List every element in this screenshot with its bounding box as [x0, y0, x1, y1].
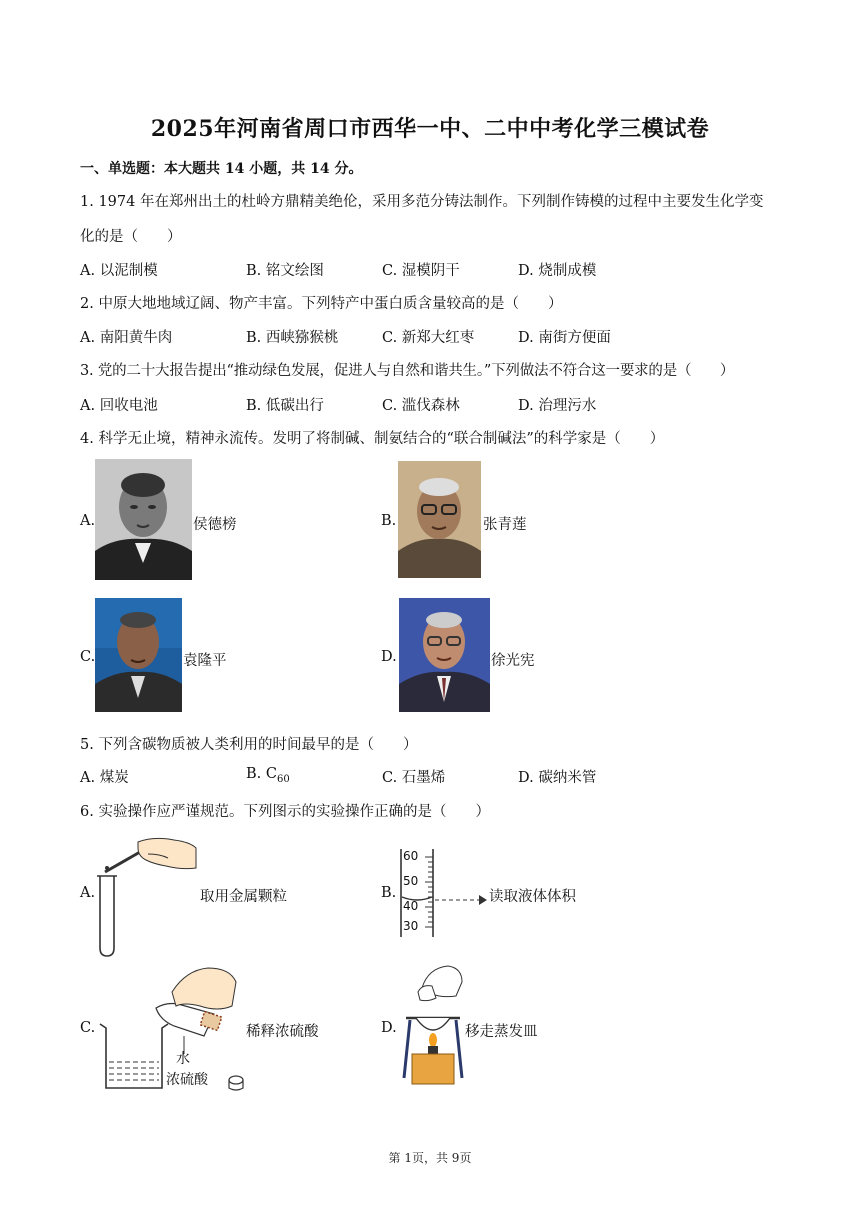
- q4-option-b-letter: B.: [381, 513, 397, 529]
- q1-option-d: D. 烧制成模: [518, 263, 597, 279]
- q4-option-a-letter: A.: [80, 513, 96, 529]
- q4-option-d-name: 徐光宪: [491, 653, 535, 669]
- q4-option-c-name: 袁隆平: [183, 653, 227, 669]
- question-5: 5. 下列含碳物质被人类利用的时间最早的是（ ）: [80, 737, 418, 753]
- q3-option-c: C. 滥伐森林: [382, 398, 460, 414]
- q3-option-a: A. 回收电池: [80, 398, 158, 414]
- cylinder-tick-50: 50: [403, 874, 419, 888]
- acid-label: 浓硫酸: [166, 1072, 208, 1088]
- section-heading: 一、单选题：本大题共 14 小题，共 14 分。: [80, 161, 363, 177]
- q6-option-b-caption: 读取液体体积: [489, 889, 576, 905]
- question-3: 3. 党的二十大报告提出“推动绿色发展，促进人与自然和谐共生。”下列做法不符合这一要求的是（ ）: [80, 363, 735, 379]
- q2-option-c: C. 新郑大红枣: [382, 330, 475, 346]
- question-1-line-2: 化的是（ ）: [80, 229, 182, 245]
- q5-option-b-subscript: 60: [276, 773, 290, 785]
- q6-option-b-letter: B.: [381, 885, 397, 901]
- q1-option-b: B. 铭文绘图: [246, 263, 324, 279]
- q5-option-a: A. 煤炭: [80, 770, 129, 786]
- q2-option-a: A. 南阳黄牛肉: [80, 330, 173, 346]
- portrait-photo-c: [95, 598, 182, 712]
- q4-option-d-letter: D.: [381, 649, 397, 665]
- q2-option-d: D. 南街方便面: [518, 330, 611, 346]
- q6-option-d-caption: 移走蒸发皿: [465, 1024, 538, 1040]
- q4-option-c-letter: C.: [80, 649, 96, 665]
- cylinder-tick-40: 40: [403, 899, 419, 913]
- q1-option-c: C. 湿模阴干: [382, 263, 460, 279]
- test-tube-illustration: [94, 832, 198, 958]
- cylinder-tick-60: 60: [403, 849, 419, 863]
- q6-option-a-caption: 取用金属颗粒: [200, 889, 287, 905]
- question-6: 6. 实验操作应严谨规范。下列图示的实验操作正确的是（ ）: [80, 804, 490, 820]
- q6-option-a-letter: A.: [80, 885, 96, 901]
- q4-option-b-name: 张青莲: [483, 517, 527, 533]
- q5-option-c: C. 石墨烯: [382, 770, 446, 786]
- portrait-photo-d: [399, 598, 490, 712]
- q6-option-c-caption: 稀释浓硫酸: [246, 1024, 319, 1040]
- q1-option-a: A. 以泥制模: [80, 263, 158, 279]
- question-2: 2. 中原大地地域辽阔、物产丰富。下列特产中蛋白质含量较高的是（ ）: [80, 296, 563, 312]
- q6-option-c-letter: C.: [80, 1020, 96, 1036]
- portrait-photo-a: [95, 459, 192, 580]
- question-4: 4. 科学无止境，精神永流传。发明了将制碱、制氨结合的“联合制碱法”的科学家是（ ）: [80, 431, 665, 447]
- q6-option-d-letter: D.: [381, 1020, 397, 1036]
- question-1-line-1: 1. 1974 年在郑州出土的杜岭方鼎精美绝伦，采用多范分铸法制作。下列制作铸模的过程中主要发生化学变: [80, 194, 764, 210]
- page-footer: 第 1页，共 9页: [388, 1151, 472, 1165]
- q5-option-b: [246, 766, 290, 785]
- page-title: 2025年河南省周口市西华一中、二中中考化学三模试卷: [150, 116, 710, 142]
- water-label: 水: [176, 1051, 190, 1067]
- q5-option-d: D. 碳纳米管: [518, 770, 597, 786]
- q3-option-b: B. 低碳出行: [246, 398, 324, 414]
- evaporating-dish-illustration: [402, 962, 464, 1086]
- q4-option-a-name: 侯德榜: [193, 517, 237, 533]
- q5-option-b-text: B. C: [246, 766, 277, 782]
- q3-option-d: D. 治理污水: [518, 398, 597, 414]
- cylinder-tick-30: 30: [403, 919, 419, 933]
- portrait-photo-b: [398, 461, 481, 578]
- q2-option-b: B. 西峡猕猴桃: [246, 330, 339, 346]
